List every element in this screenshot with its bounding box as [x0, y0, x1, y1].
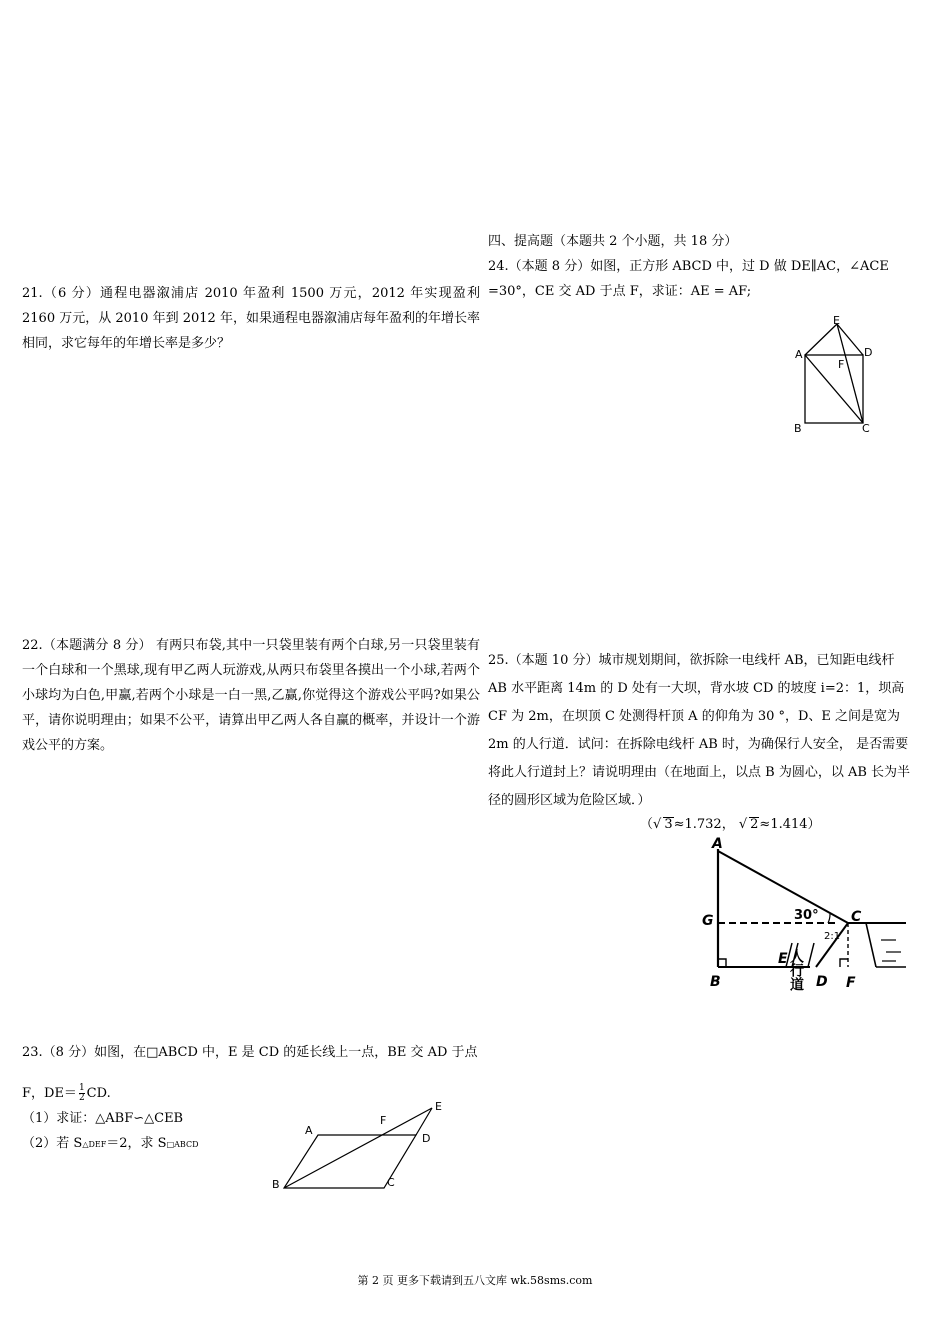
- q23-cd-text: CD.: [86, 1086, 111, 1101]
- label-d: D: [422, 1132, 431, 1145]
- right-angle-b: [718, 959, 726, 967]
- question-25-text: 25.（本题 10 分）城市规划期间，欲拆除一电线杆 AB，已知距电线杆 AB 水平距离 14m 的 D 处有一大坝，背水坡 CD 的坡度 i=2：1，坝高 CF 为 2m，在坝顶 C 处测得杆顶 A 的仰角为 30 °，D、E 之间是宽为 2m 的人行道．试问：在拆除电线杆 AB 时，为确保行人安全， 是否需要将此人行道封上？请说明理由（在地面上，以点 B 为圆心，以 AB 长为半径的圆形区域为危险区域．）: [488, 653, 911, 808]
- label-c: C: [387, 1176, 395, 1189]
- label-f: F: [838, 358, 845, 371]
- figure-pole-dam: [696, 835, 912, 995]
- fraction-one-half: [79, 1084, 85, 1103]
- sqrt2-value: 2: [750, 817, 759, 832]
- label-e: E: [435, 1100, 442, 1113]
- slope-cd: [816, 923, 848, 967]
- section-heading: [488, 229, 908, 254]
- question-23-line1: 23.（8 分）如图，在□ABCD 中，E 是 CD 的延长线上一点，BE 交 AD 于点: [22, 1045, 478, 1060]
- approx-open: （: [640, 817, 654, 832]
- q23-sub-abcd: □ABCD: [166, 1140, 199, 1149]
- section-heading-text: 四、提高题（本题共 2 个小题，共 18 分）: [488, 234, 738, 249]
- sqrt2-sign: √: [738, 817, 748, 832]
- label-slope: 2:1: [824, 931, 841, 942]
- label-b: B: [794, 422, 802, 435]
- q23-de-text: F，DE＝: [22, 1086, 77, 1101]
- label-d: D: [864, 346, 873, 359]
- question-24-text: 24.（本题 8 分）如图，正方形 ABCD 中，过 D 做 DE∥AC，∠ACE =30°，CE 交 AD 于点 F，求证：AE = AF;: [488, 259, 889, 299]
- label-e: E: [833, 314, 840, 327]
- label-g: G: [702, 913, 714, 929]
- approx3-text: ≈1.732，: [673, 817, 735, 832]
- sqrt3-sign: √: [653, 817, 662, 832]
- label-angle-30: 30°: [794, 908, 819, 923]
- question-21: [22, 281, 480, 356]
- page-footer: 第 2 页 更多下载请到五八文库 wk.58sms.com: [357, 1274, 593, 1287]
- question-22-text: 22.（本题满分 8 分） 有两只布袋,其中一只袋里装有两个白球,另一只袋里装有一个白球和一个黑球,现有甲乙两人玩游戏,从两只布袋里各摸出一个小球,若两个小球均为白色,甲赢,若两个小球是一白一黑,乙赢,你觉得这个游戏公平吗?如果公平，请你说明理由；如果不公平，请算出甲乙两人各自赢的概率，并设计一个游戏公平的方案。: [22, 638, 480, 753]
- segment-ae: [805, 324, 837, 355]
- q23-part2-pre: （2）若 S: [22, 1136, 83, 1151]
- walkway-line-d: [808, 943, 814, 967]
- segment-be: [284, 1108, 432, 1188]
- fraction-denominator: 2: [78, 1093, 85, 1103]
- figure-square-abcd: [786, 310, 882, 436]
- question-22: [22, 633, 480, 758]
- q23-sub-def: △DEF: [82, 1140, 107, 1149]
- q23-part2-mid: ＝2，求 S: [106, 1136, 167, 1151]
- question-24: [488, 254, 912, 304]
- label-f: F: [380, 1114, 387, 1127]
- approx2-text: ≈1.414）: [759, 817, 821, 832]
- figure-parallelogram: [266, 1096, 456, 1198]
- label-d: D: [816, 974, 828, 990]
- sight-line-ac: [718, 851, 848, 923]
- label-e: E: [778, 951, 788, 967]
- fraction-numerator: 1: [78, 1083, 85, 1093]
- parallelogram-abcd: [284, 1135, 416, 1188]
- label-a: A: [795, 348, 803, 361]
- angle-arc-30: [828, 914, 830, 923]
- label-f: F: [846, 975, 856, 991]
- label-a: A: [305, 1124, 313, 1137]
- label-walkway: 人行道: [788, 949, 804, 991]
- question-23-part1: （1）求证：△ABF∽△CEB: [22, 1111, 184, 1126]
- question-25: [488, 647, 912, 839]
- label-b: B: [710, 974, 721, 990]
- question-21-text: 21.（6 分）通程电器溆浦店 2010 年盈利 1500 万元，2012 年实现盈利 2160 万元，从 2010 年到 2012 年，如果通程电器溆浦店每年盈利的年增长率相同，求它每年的年增长率是多少？: [22, 286, 480, 351]
- dam-front-left: [866, 923, 876, 967]
- label-c: C: [862, 422, 870, 435]
- label-b: B: [272, 1178, 280, 1191]
- label-c: C: [851, 909, 862, 925]
- sqrt3-value: 3: [664, 817, 673, 832]
- right-angle-f: [840, 959, 848, 967]
- label-a: A: [712, 836, 723, 852]
